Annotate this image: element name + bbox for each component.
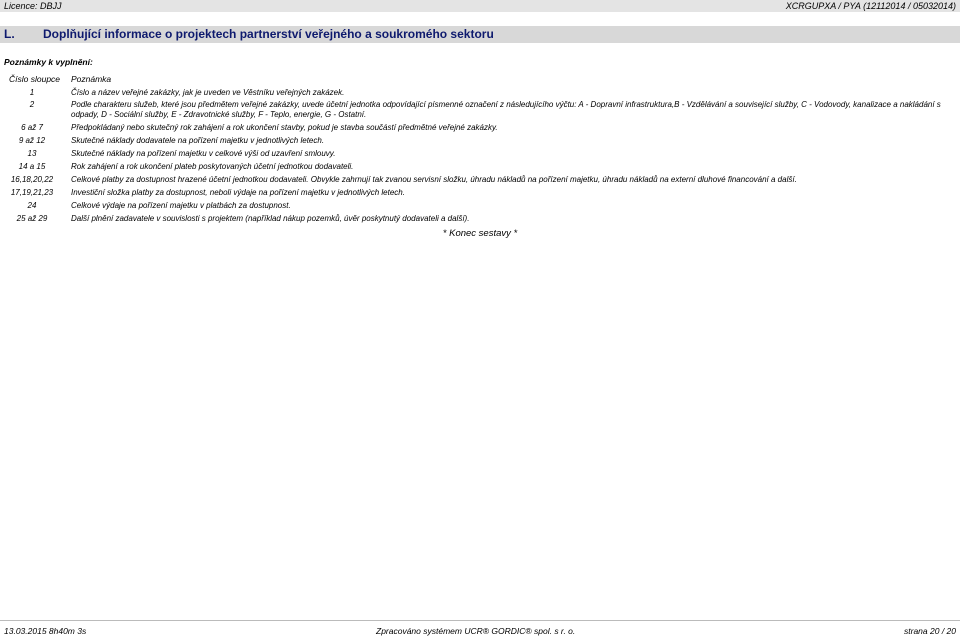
note-text: Skutečné náklady dodavatele na pořízení majetku v jednotlivých letech.: [71, 136, 325, 145]
section-header: [0, 26, 960, 43]
page-number: strana 20 / 20: [904, 626, 956, 636]
note-column-number: 25 až 29: [16, 214, 48, 223]
note-column-number: 2: [29, 100, 35, 109]
note-text: Rok zahájení a rok ukončení plateb poskytovaných účetní jednotkou dodavateli.: [71, 162, 354, 171]
note-column-number: 16,18,20,22: [10, 175, 54, 184]
end-of-report: * Konec sestavy *: [442, 228, 518, 239]
note-column-number: 17,19,21,23: [10, 188, 54, 197]
section-title: Doplňující informace o projektech partnerství veřejného a soukromého sektoru: [43, 27, 494, 41]
note-text: Předpokládaný nebo skutečný rok zahájení a rok ukončení stavby, pokud je stavba součástí předmětné veřejné zakázky.: [71, 123, 498, 132]
note-column-number: 6 až 7: [21, 123, 43, 132]
print-datetime: 13.03.2015 8h40m 3s: [4, 626, 87, 636]
note-column-number: 9 až 12: [18, 136, 46, 145]
note-text: Celkové výdaje na pořízení majetku v platbách za dostupnost.: [71, 201, 291, 210]
note-text: Podle charakteru služeb, které jsou předmětem veřejné zakázky, uvede účetní jednotka odpovídající písmenné označení z následujícího výčtu: A - Dopravní infrastruktura,B - Vzdělávání a související služby, C - Vodovody, kanalizace a nakládání s odpady, D - Sociální služby, E - Zdravotnické služby, F - Teplo, energie, G - Ostatní.: [71, 100, 941, 119]
column-number-header: Číslo sloupce: [9, 74, 61, 84]
note-text: Investiční složka platby za dostupnost, neboli výdaje na pořízení majetku v jednotlivých letech.: [71, 188, 405, 197]
note-column-number: 24: [27, 201, 37, 210]
processing-system: Zpracováno systémem UCR® GORDIC® spol. s r. o.: [376, 626, 576, 636]
notes-heading: Poznámky k vyplnění:: [4, 57, 93, 67]
note-column-number: 14 a 15: [18, 162, 46, 171]
section-letter: L.: [4, 27, 15, 41]
note-text: Celkové platby za dostupnost hrazené účetní jednotkou dodavateli. Obvykle zahrnují tak zvanou servisní složku, úhradu nákladů na pořízení majetku, úhradu nákladů na externí dluhové financování a další.: [71, 175, 797, 184]
note-column-number: 13: [27, 149, 37, 158]
note-header: Poznámka: [71, 74, 112, 84]
report-code: XCRGUPXA / PYA (12112014 / 05032014): [785, 1, 956, 11]
license-label: Licence: DBJJ: [4, 1, 62, 11]
footer-divider: [0, 620, 960, 621]
note-text: Další plnění zadavatele v souvislosti s projektem (například nákup pozemků, úvěr poskytnutý dodavateli a další).: [71, 214, 470, 223]
note-text: Číslo a název veřejné zakázky, jak je uveden ve Věstníku veřejných zakázek.: [71, 88, 345, 97]
top-bar: [0, 0, 960, 12]
note-text: Skutečné náklady na pořízení majetku v celkové výši od uzavření smlouvy.: [71, 149, 336, 158]
note-column-number: 1: [29, 88, 35, 97]
